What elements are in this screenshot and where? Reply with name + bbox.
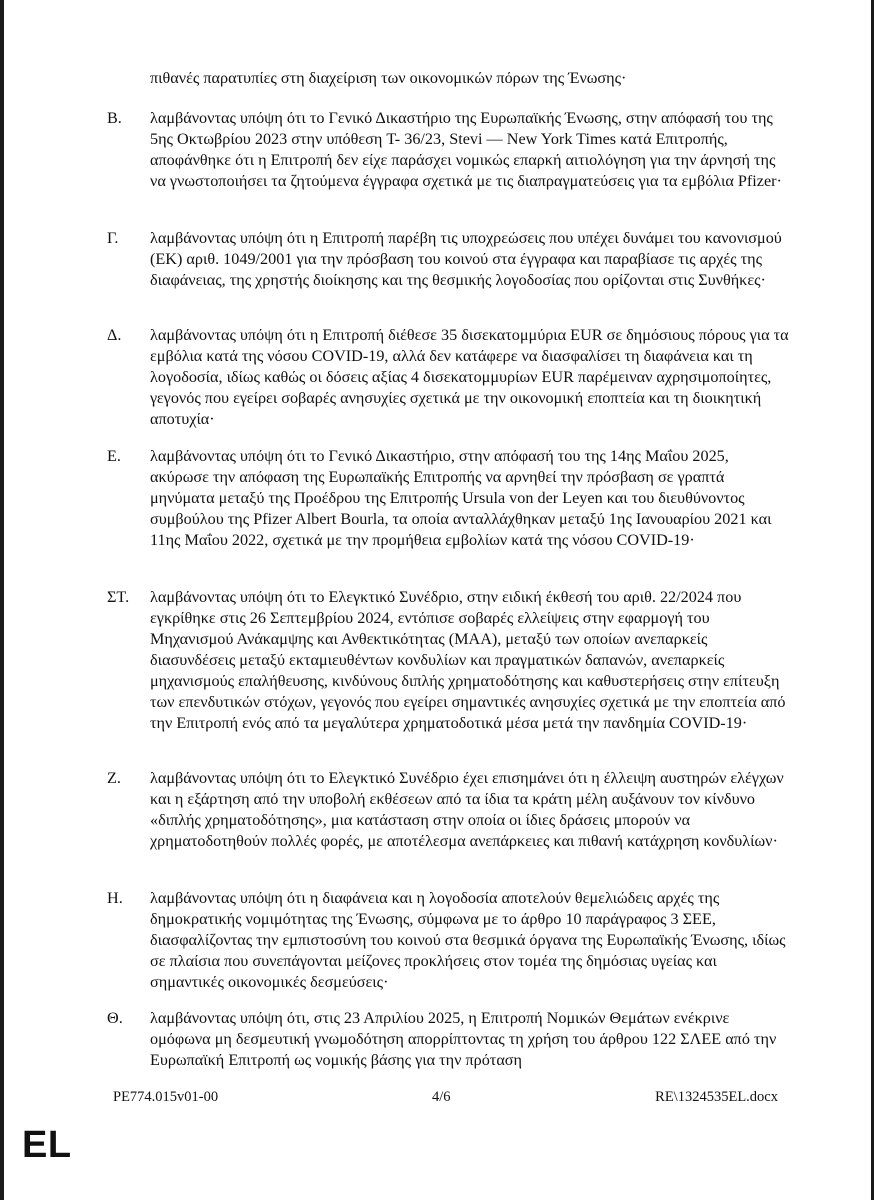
recital-letter: Ζ.: [107, 769, 121, 787]
recital-letter: ΣΤ.: [107, 588, 130, 606]
recital-text: λαμβάνοντας υπόψη ότι, στις 23 Απριλίου 2025, η Επιτροπή Νομικών Θεμάτων ενέκρινε ομόφωνα μη δεσμευτική γνωμοδότηση απορρίπτοντας τη χρήση του άρθρου 122 ΣΛΕΕ από την Ευρωπαϊκή Επιτροπή ως νομικής βάσης για την πρόταση: [150, 1009, 777, 1069]
footer-file-name: RE\1324535EL.docx: [655, 1089, 778, 1105]
footer-page-number: 4/6: [432, 1089, 451, 1105]
recital-letter: Δ.: [107, 326, 122, 344]
recital-letter: Η.: [107, 889, 123, 907]
recital-text: λαμβάνοντας υπόψη ότι το Ελεγκτικό Συνέδριο έχει επισημάνει ότι η έλλειψη αυστηρών ελέγχων και η εξάρτηση από την υποβολή εκθέσεων από τα ίδια τα κράτη μέλη αυξάνουν τον κίνδυνο «διπλής χρηματοδότησης», μια κατάσταση στην οποία οι ίδιες δράσεις μπορούν να χρηματοδοτηθούν πολλές φορές, με αποτέλεσμα ανεπάρκειες και πιθανή κατάχρηση κονδυλίων·: [150, 769, 784, 850]
recital-text: λαμβάνοντας υπόψη ότι η Επιτροπή διέθεσε 35 δισεκατομμύρια EUR σε δημόσιους πόρους για τα εμβόλια κατά της νόσου COVID-19, αλλά δεν κατάφερε να διασφαλίσει τη διαφάνεια και τη λογοδοσία, ιδίως καθώς οι δόσεις αξίας 4 δισεκατομμυρίων EUR παρέμειναν αχρησιμοποίητες, γεγονός που εγείρει σοβαρές ανησυχίες σχετικά με την οικονομική εποπτεία και τη διοικητική αποτυχία·: [150, 326, 789, 428]
recital-letter: Ε.: [107, 447, 121, 465]
left-page-edge: [0, 0, 4, 1200]
recital-text: λαμβάνοντας υπόψη ότι η Επιτροπή παρέβη τις υποχρεώσεις που υπέχει δυνάμει του κανονισμού (ΕΚ) αριθ. 1049/2001 για την πρόσβαση του κοινού στα έγγραφα και παραβίασε τις αρχές της διαφάνειας, της χρηστής διοίκησης και της θεσμικής λογοδοσίας που ορίζονται στις Συνθήκες·: [150, 229, 782, 289]
recital-text: λαμβάνοντας υπόψη ότι το Ελεγκτικό Συνέδριο, στην ειδική έκθεσή του αριθ. 22/2024 που εγκρίθηκε στις 26 Σεπτεμβρίου 2024, εντόπισε σοβαρές ελλείψεις στην εφαρμογή του Μηχανισμού Ανάκαμψης και Ανθεκτικότητας (ΜΑΑ), μεταξύ των οποίων ανεπαρκείς διασυνδέσεις μεταξύ εκταμιευθέντων κονδυλίων και πραγματικών δαπανών, ανεπαρκείς μηχανισμούς επαλήθευσης, κινδύνους διπλής χρηματοδότησης και καθυστερήσεις στην επίτευξη των επενδυτικών στόχων, γεγονός που εγείρει σημαντικές ανησυχίες σχετικά με την εποπτεία από την Επιτροπή ενός από τα μεγαλύτερα χρηματοδοτικά μέσα μετά την πανδημία COVID-19·: [150, 588, 786, 732]
footer-reference: PE774.015v01-00: [113, 1089, 219, 1105]
recital-letter: Γ.: [107, 229, 119, 247]
language-code: EL: [22, 1124, 72, 1166]
recital-letter: B.: [107, 109, 122, 127]
recital-text: λαμβάνοντας υπόψη ότι το Γενικό Δικαστήριο, στην απόφασή του της 14ης Μαΐου 2025, ακύρωσε την απόφαση της Ευρωπαϊκής Επιτροπής να αρνηθεί την πρόσβαση σε γραπτά μηνύματα μεταξύ της Προέδρου της Επιτροπής Ursula von der Leyen και του διευθύνοντος συμβούλου της Pfizer Albert Bourla, τα οποία ανταλλάχθηκαν μεταξύ 1ης Ιανουαρίου 2021 και 11ης Μαΐου 2022, σχετικά με την προμήθεια εμβολίων κατά της νόσου COVID-19·: [150, 447, 772, 549]
recital-letter: Θ.: [107, 1009, 123, 1027]
recital-text: λαμβάνοντας υπόψη ότι η διαφάνεια και η λογοδοσία αποτελούν θεμελιώδεις αρχές της δημοκρατικής νομιμότητας της Ένωσης, σύμφωνα με το άρθρο 10 παράγραφος 3 ΣΕΕ, διασφαλίζοντας την εμπιστοσύνη του κοινού στα θεσμικά όργανα της Ευρωπαϊκής Ένωσης, ιδίως σε πλαίσια που συνεπάγονται μείζονες προκλήσεις στον τομέα της δημόσιας υγείας και σημαντικές οικονομικές δεσμεύσεις·: [150, 889, 786, 991]
recital-text: λαμβάνοντας υπόψη ότι το Γενικό Δικαστήριο της Ευρωπαϊκής Ένωσης, στην απόφασή του της 5ης Οκτωβρίου 2023 στην υπόθεση T- 36/23, Stevi — New York Times κατά Επιτροπής, αποφάνθηκε ότι η Επιτροπή δεν είχε παράσχει νομικώς επαρκή αιτιολόγηση για την άρνησή της να γνωστοποιήσει τα ζητούμενα έγγραφα σχετικά με τις διαπραγματεύσεις για τα εμβόλια Pfizer·: [150, 109, 782, 190]
continuation-text: πιθανές παρατυπίες στη διαχείριση των οικονομικών πόρων της Ένωσης·: [150, 69, 627, 87]
